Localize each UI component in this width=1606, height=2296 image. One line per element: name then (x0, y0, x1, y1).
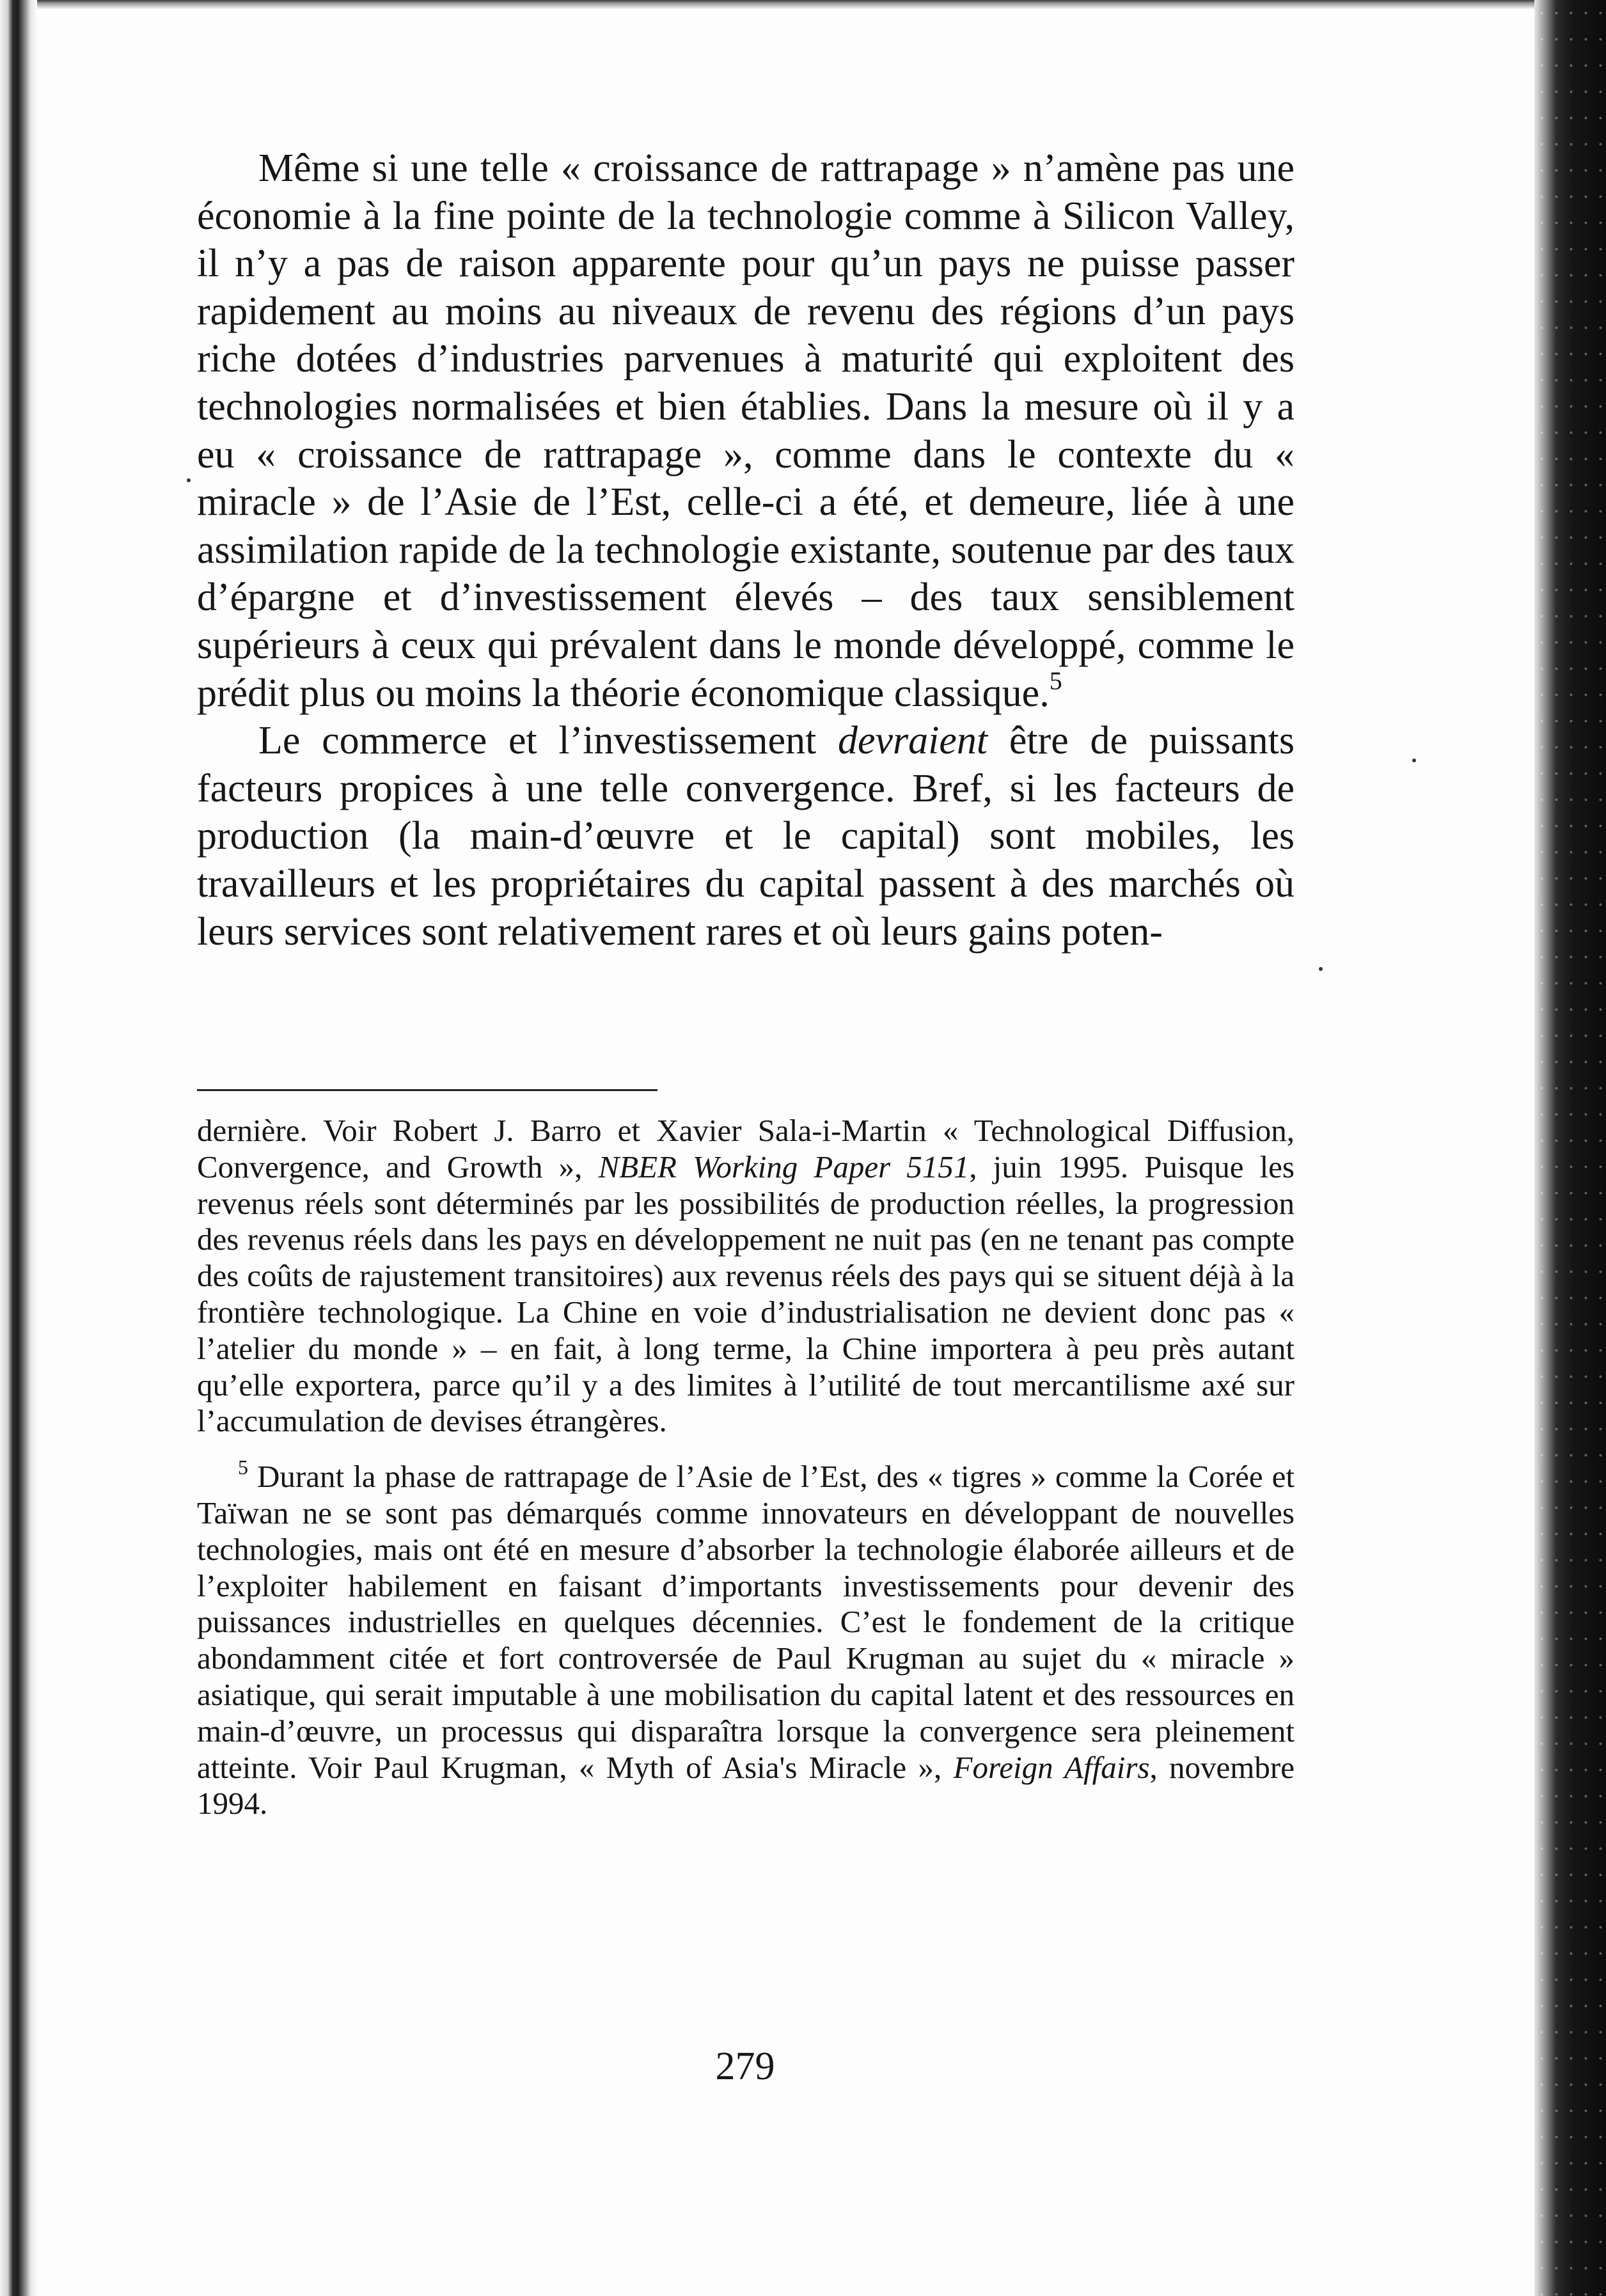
footnote-reference-5[interactable]: 5 (1049, 666, 1062, 695)
footnote-continued (197, 1113, 1295, 1440)
scan-binding-edge (0, 0, 37, 2296)
footnote-continued-text-end: , juin 1995. Puisque les revenus réels sont déterminés par les possibilités de production réelles, la progression des revenus réels dans les pays en développement ne nuit pas (en ne tenant pas compte des coûts de rajustement transitoires) aux revenus réels des pays qui se situent déjà à la frontière technologique. La Chine en voie d’industrialisation ne devient donc pas « l’atelier du monde » – en fait, à long terme, la Chine importera à peu près autant qu’elle exportera, parce qu’il y a des limites à l’utilité de tout mercantilisme axé sur l’accumulation de devises étrangères. (197, 1149, 1295, 1439)
footnote-5-text-end: , novembre 1994. (197, 1749, 1295, 1821)
scan-speck (1319, 967, 1323, 971)
footnote-5-text-start: Durant la phase de rattrapage de l’Asie de l’Est, des « tigres » comme la Corée et Taïwan ne se sont pas démarqués comme innovateurs en développant de nouvelles technologies, mais ont été en mesure d’absorber la technologie élaborée ailleurs et de l’exploiter habilement en faisant d’importants investissements pour devenir des puissances industrielles en quelques décennies. C’est le fondement de la critique abondamment citée et fort controversée de Paul Krugman au sujet du « miracle » asiatique, qui serait imputable à une mobilisation du capital latent et des ressources en main-d’œuvre, un processus qui disparaîtra lorsque la convergence sera pleinement atteinte. Voir Paul Krugman, « Myth of Asia's Miracle », (197, 1459, 1295, 1785)
footnote-separator (197, 1089, 657, 1091)
body-paragraph-1 (197, 145, 1295, 717)
footnote-5-source: Foreign Affairs (953, 1749, 1150, 1785)
scan-noise (1534, 0, 1606, 2296)
scan-top-edge (0, 0, 1606, 9)
scan-speck (187, 478, 191, 482)
footnotes (197, 1113, 1295, 1822)
footnote-5-number: 5 (238, 1456, 248, 1479)
footnote-continued-source: NBER Working Paper 5151 (598, 1149, 970, 1184)
body-paragraph-2 (197, 717, 1295, 955)
body-paragraph-1-text: Même si une telle « croissance de rattrapage » n’amène pas une économie à la fine pointe de la technologie comme à Silicon Valley, il n’y a pas de raison apparente pour qu’un pays ne puisse passer rapidement au moins au niveaux de revenu des régions d’un pays riche dotées d’industries parvenues à maturité qui exploitent des technologies normalisées et bien établies. Dans la mesure où il y a eu « croissance de rattrapage », comme dans le contexte du « miracle » de l’Asie de l’Est, celle-ci a été, et demeure, liée à une assimilation rapide de la technologie existante, soutenue par des taux d’épargne et d’investissement élevés – des taux sensiblement supérieurs à ceux qui prévalent dans le monde développé, comme le prédit plus ou moins la théorie économique classique. (197, 146, 1295, 715)
footnote-5 (197, 1456, 1295, 1822)
body-paragraph-2-text-end: être de puissants facteurs propices à une telle convergence. Bref, si les facteurs de production (la main-d’œuvre et le capital) sont mobiles, les travailleurs et les propriétaires du capital passent à des marchés où leurs services sont relativement rares et où leurs gains poten- (197, 719, 1295, 954)
scan-speck (1412, 759, 1416, 762)
body-paragraph-2-text-start: Le commerce et l’investissement (258, 719, 838, 763)
page-number: 279 (715, 2045, 775, 2088)
footnote-continued-text-start: dernière. Voir Robert J. Barro et Xavier Sala-i-Martin « Technological Diffusion, Convergence, and Growth », (197, 1113, 1295, 1184)
main-text (197, 145, 1295, 955)
emphasized-word: devraient (838, 719, 988, 763)
